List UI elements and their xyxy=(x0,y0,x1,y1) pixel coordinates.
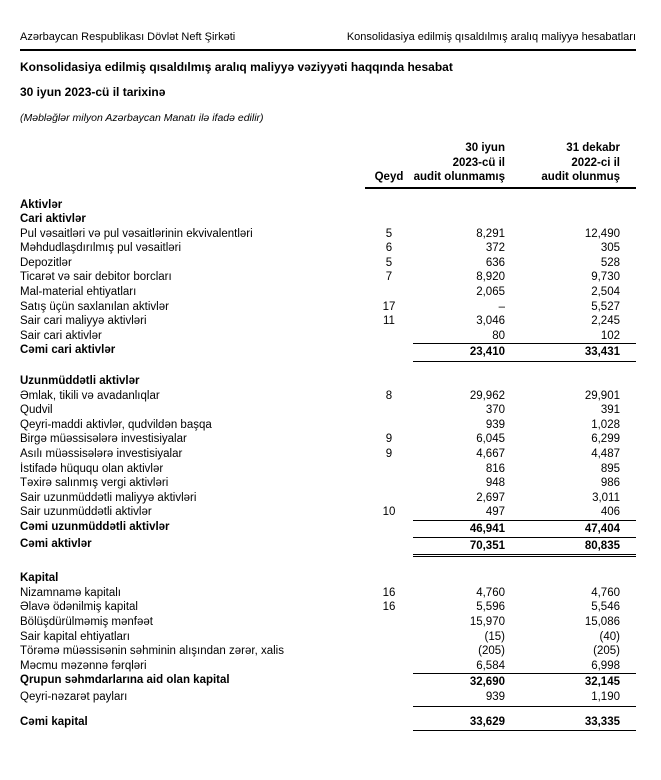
section-row xyxy=(20,374,636,389)
table-row xyxy=(20,285,636,300)
row-label: Cəmi kapital xyxy=(20,715,88,728)
section-spacer xyxy=(20,557,636,571)
section-spacer xyxy=(20,362,636,374)
row-label: Mal-material ehtiyatları xyxy=(20,286,137,299)
row-label: Əlavə ödənilmiş kapital xyxy=(20,601,138,614)
row-value-2022: 102 xyxy=(600,329,620,342)
row-note-ref xyxy=(365,715,413,732)
row-value-2023: 2,697 xyxy=(476,491,505,504)
row-value-2023 xyxy=(413,374,523,389)
row-note-ref: 9 xyxy=(385,448,393,460)
table-row xyxy=(20,462,636,477)
row-note-ref xyxy=(365,520,413,537)
row-note-ref xyxy=(365,690,413,707)
table-row xyxy=(20,256,636,271)
row-note-ref xyxy=(365,537,413,558)
row-label: Depozitlər xyxy=(20,256,72,269)
row-note-ref: 16 xyxy=(382,601,396,614)
row-value-2023: 4,760 xyxy=(476,586,505,599)
row-value-2023: 6,584 xyxy=(476,659,505,672)
row-value-2022: 895 xyxy=(600,462,620,475)
table-row xyxy=(20,329,636,344)
row-value-2022: 4,487 xyxy=(591,448,620,460)
row-label: Asılı müəssisələrə investisiyalar xyxy=(20,448,183,460)
row-label: Aktivlər xyxy=(20,198,63,211)
row-value-2023: 3,046 xyxy=(476,315,505,328)
table-row xyxy=(20,241,636,256)
row-value-2022: 15,086 xyxy=(584,615,620,628)
column-header-2022-line2: 2022-ci il xyxy=(571,156,620,169)
row-value-2022: 29,901 xyxy=(584,389,620,402)
row-value-2022: 1,190 xyxy=(523,690,636,707)
row-label: Sair cari maliyyə aktivləri xyxy=(20,315,147,328)
row-label: Uzunmüddətli aktivlər xyxy=(20,375,140,388)
row-value-2022 xyxy=(523,212,636,227)
column-header-qeyd: Qeyd xyxy=(374,171,404,183)
row-value-2023: (205) xyxy=(478,645,505,658)
row-value-2022: 406 xyxy=(600,506,620,519)
row-label: Təxirə salınmış vergi aktivləri xyxy=(20,477,169,490)
row-value-2022: 3,011 xyxy=(592,491,620,504)
row-value-2023: 32,690 xyxy=(413,673,523,690)
row-value-2023: 2,065 xyxy=(476,286,505,299)
table-row xyxy=(20,418,636,433)
total-row xyxy=(20,673,636,690)
row-label: Cəmi cari aktivlər xyxy=(20,344,116,357)
row-value-2023: 33,629 xyxy=(413,715,523,732)
row-note-ref xyxy=(365,673,413,690)
row-note-ref xyxy=(365,418,413,433)
table-row xyxy=(20,600,636,615)
row-note-ref xyxy=(365,491,413,506)
table-row xyxy=(20,615,636,630)
row-value-2023: 948 xyxy=(485,477,505,490)
row-note-ref: 8 xyxy=(385,389,393,402)
row-note-ref xyxy=(365,329,413,344)
running-header-company: Azərbaycan Respublikası Dövlət Neft Şirkəti xyxy=(20,31,236,43)
row-value-2023: 5,596 xyxy=(476,601,505,614)
statement-date: 30 iyun 2023-cü il tarixinə xyxy=(20,85,166,99)
row-value-2022: (205) xyxy=(593,645,620,658)
row-value-2022: 12,490 xyxy=(584,227,620,240)
row-value-2022: (40) xyxy=(599,630,620,643)
row-value-2023: 46,941 xyxy=(413,520,523,537)
section-row xyxy=(20,571,636,586)
row-value-2022 xyxy=(523,198,636,213)
row-value-2022: 391 xyxy=(600,404,620,417)
row-note-ref: 17 xyxy=(382,300,396,313)
row-value-2022: 47,404 xyxy=(523,520,636,537)
row-label: Ticarət və sair debitor borcları xyxy=(20,271,172,284)
row-note-ref xyxy=(365,343,413,362)
currency-note: (Məbləğlər milyon Azərbaycan Manatı ilə ifadə edilir) xyxy=(20,112,264,124)
column-header-2023-line3: audit olunmamış xyxy=(413,171,505,183)
section-row xyxy=(20,198,636,213)
row-value-2022: 1,028 xyxy=(591,418,620,431)
row-note-ref xyxy=(365,374,413,389)
column-header-2023 xyxy=(413,141,523,185)
row-value-2023: 6,045 xyxy=(476,433,505,446)
table-row xyxy=(20,270,636,285)
row-label: Pul vəsaitləri və pul vəsaitlərinin ekvivalentləri xyxy=(20,227,253,240)
row-label: Törəmə müəssisənin səhminin alışından zərər, xalis xyxy=(20,645,284,658)
row-value-2023: 23,410 xyxy=(413,343,523,362)
table-row xyxy=(20,505,636,520)
row-note-ref: 11 xyxy=(383,315,395,328)
row-label: Məcmu məzənnə fərqləri xyxy=(20,659,147,672)
row-label: Satış üçün saxlanılan aktivlər xyxy=(20,300,169,313)
row-value-2022: 33,431 xyxy=(523,343,636,362)
table-header-columns xyxy=(365,141,636,189)
row-label: Sair kapital ehtiyatları xyxy=(20,630,130,643)
row-label: Əmlak, tikili və avadanlıqlar xyxy=(20,389,160,402)
row-label: Cəmi aktivlər xyxy=(20,537,92,550)
table-row xyxy=(20,403,636,418)
row-label: Məhdudlaşdırılmış pul vəsaitləri xyxy=(20,242,182,255)
table-row xyxy=(20,491,636,506)
table-row xyxy=(20,630,636,645)
row-note-ref: 7 xyxy=(385,271,393,284)
table-row xyxy=(20,586,636,601)
row-label: Qrupun səhmdarlarına aid olan kapital xyxy=(20,674,230,687)
row-value-2023: 4,667 xyxy=(476,448,505,460)
row-value-2022: 5,527 xyxy=(591,300,620,313)
row-label: Cari aktivlər xyxy=(20,213,86,226)
row-value-2022 xyxy=(523,571,636,586)
table-row xyxy=(20,432,636,447)
financial-table xyxy=(20,141,636,731)
row-label: Nizamnamə kapitalı xyxy=(20,586,121,599)
running-header-report-name: Konsolidasiya edilmiş qısaldılmış aralıq maliyyə hesabatları xyxy=(346,31,636,43)
row-value-2023: (15) xyxy=(484,630,505,643)
column-header-2022-line3: audit olunmuş xyxy=(541,171,620,183)
row-value-2022: 5,546 xyxy=(591,601,620,614)
row-note-ref: 16 xyxy=(382,586,396,599)
table-row xyxy=(20,447,636,462)
row-value-2022: 305 xyxy=(600,242,620,255)
row-value-2022: 80,835 xyxy=(523,537,636,558)
section-spacer xyxy=(20,707,636,715)
row-label: Sair uzunmüddətli maliyyə aktivləri xyxy=(20,491,197,504)
total-row xyxy=(20,343,636,362)
row-note-ref: 9 xyxy=(385,433,393,446)
table-header xyxy=(20,141,636,189)
row-value-2022: 6,299 xyxy=(591,433,620,446)
row-value-2022: 9,730 xyxy=(591,271,620,284)
row-label: Qudvil xyxy=(20,404,53,417)
row-note-ref xyxy=(365,644,413,659)
row-value-2023: 80 xyxy=(492,329,505,342)
table-row xyxy=(20,389,636,404)
table-row xyxy=(20,300,636,315)
row-label: Sair cari aktivlər xyxy=(20,329,102,342)
row-value-2022: 33,335 xyxy=(523,715,636,732)
table-body xyxy=(20,198,636,732)
row-note-ref: 10 xyxy=(382,506,396,519)
table-row xyxy=(20,314,636,329)
row-value-2023: 370 xyxy=(485,404,505,417)
row-label: Qeyri-maddi aktivlər, qudvildən başqa xyxy=(20,418,212,431)
table-row xyxy=(20,227,636,242)
row-note-ref: 6 xyxy=(385,242,393,255)
row-value-2023 xyxy=(413,571,523,586)
row-value-2022: 986 xyxy=(600,477,620,490)
row-value-2023 xyxy=(413,212,523,227)
table-header-label-spacer xyxy=(20,141,365,189)
row-label: Kapital xyxy=(20,572,59,585)
row-value-2023: 939 xyxy=(413,690,523,707)
row-value-2023: – xyxy=(498,300,505,313)
row-label: Sair uzunmüddətli aktivlər xyxy=(20,506,152,519)
row-note-ref xyxy=(365,615,413,630)
row-value-2023: 70,351 xyxy=(413,537,523,558)
row-note-ref xyxy=(365,476,413,491)
row-note-ref xyxy=(365,659,413,674)
table-row xyxy=(20,476,636,491)
row-value-2023: 8,920 xyxy=(476,271,505,284)
row-value-2023: 15,970 xyxy=(469,615,505,628)
row-label: Birgə müəssisələrə investisiyalar xyxy=(20,433,187,446)
row-value-2023: 939 xyxy=(485,418,505,431)
column-header-2022-line1: 31 dekabr xyxy=(566,142,620,154)
table-row xyxy=(20,659,636,674)
column-header-2023-line2: 2023-cü il xyxy=(452,156,505,169)
row-note-ref xyxy=(365,198,413,213)
total-row xyxy=(20,520,636,537)
running-header xyxy=(20,31,636,51)
column-header-2022 xyxy=(523,141,636,185)
row-note-ref xyxy=(365,630,413,645)
row-note-ref: 5 xyxy=(385,227,393,240)
row-value-2023: 816 xyxy=(485,462,505,475)
table-row xyxy=(20,644,636,659)
row-label: Qeyri-nəzarət payları xyxy=(20,690,128,703)
row-value-2022: 32,145 xyxy=(523,673,636,690)
row-value-2023: 8,291 xyxy=(476,227,505,240)
row-value-2023: 372 xyxy=(485,242,505,255)
statement-title: Konsolidasiya edilmiş qısaldılmış aralıq maliyyə vəziyyəti haqqında hesabat xyxy=(20,60,453,74)
row-note-ref xyxy=(365,403,413,418)
total-row xyxy=(20,715,636,732)
row-value-2023: 497 xyxy=(485,506,505,519)
row-value-2022: 528 xyxy=(600,256,620,269)
row-label: Cəmi uzunmüddətli aktivlər xyxy=(20,520,170,533)
row-note-ref xyxy=(365,462,413,477)
row-label: Bölüşdürülməmiş mənfəət xyxy=(20,615,153,628)
row-value-2023: 29,962 xyxy=(469,389,505,402)
column-header-2023-line1: 30 iyun xyxy=(465,142,505,154)
row-value-2022: 2,504 xyxy=(591,286,620,299)
row-value-2022: 4,760 xyxy=(591,586,620,599)
row-value-2022: 6,998 xyxy=(591,659,620,672)
row-value-2023 xyxy=(413,198,523,213)
row-note-ref xyxy=(365,285,413,300)
table-row xyxy=(20,690,636,707)
row-note-ref xyxy=(365,212,413,227)
row-label: İstifadə hüququ olan aktivlər xyxy=(20,462,164,475)
row-value-2022 xyxy=(523,374,636,389)
row-value-2023: 636 xyxy=(485,256,505,269)
total-row xyxy=(20,537,636,558)
row-note-ref xyxy=(365,571,413,586)
section-row xyxy=(20,212,636,227)
row-value-2022: 2,245 xyxy=(591,315,620,328)
row-note-ref: 5 xyxy=(385,256,393,269)
